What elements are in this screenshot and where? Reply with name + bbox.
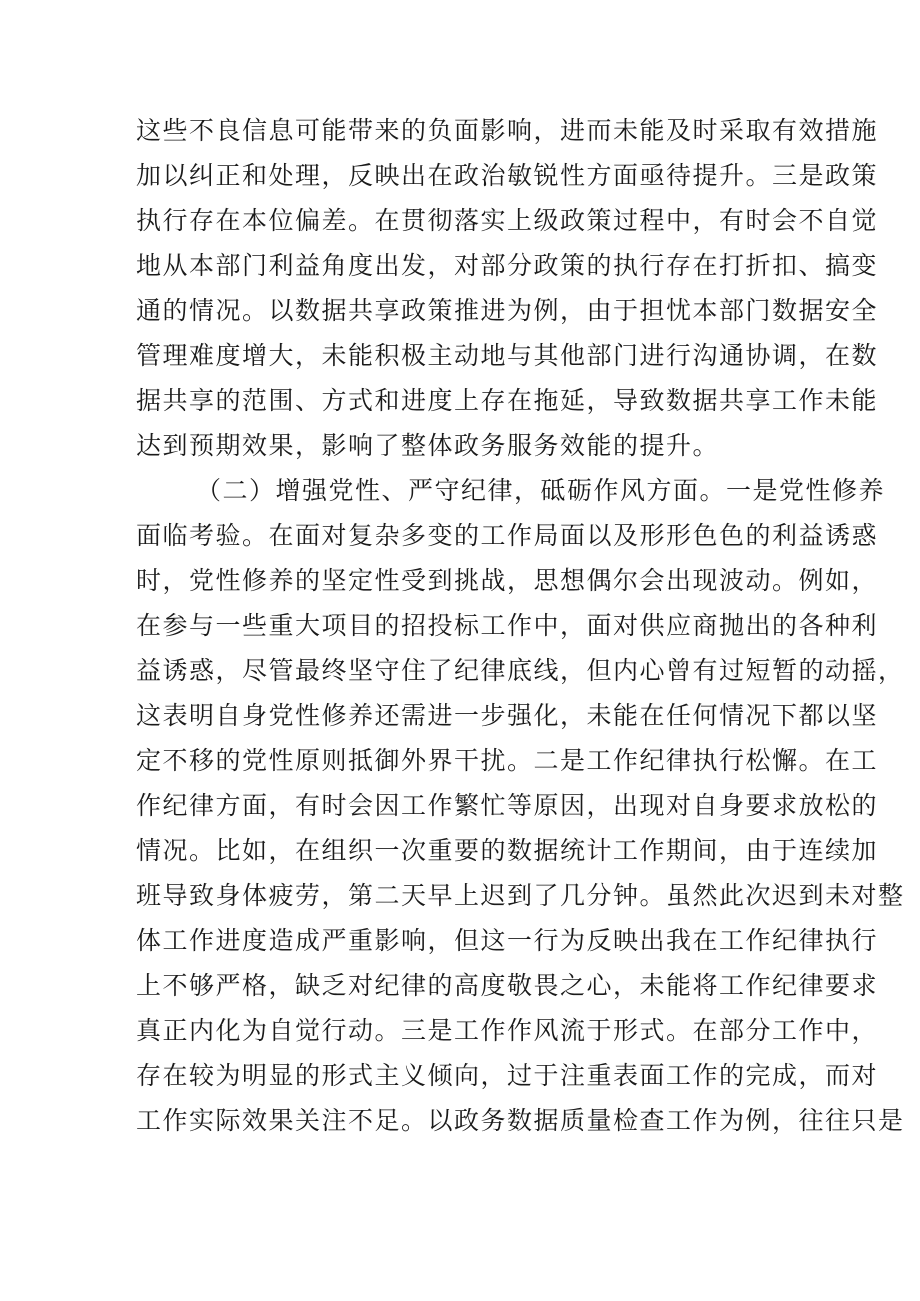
text-line: 执行存在本位偏差。在贯彻落实上级政策过程中，有时会不自觉: [136, 206, 879, 235]
text-line: 班导致身体疲劳，第二天早上迟到了几分钟。虽然此次迟到未对整: [136, 881, 905, 910]
paragraph-end-line: 达到预期效果，影响了整体政务服务效能的提升。: [136, 431, 720, 460]
text-line: 在参与一些重大项目的招投标工作中，面对供应商抛出的各种利: [136, 611, 879, 640]
text-line: 体工作进度造成严重影响，但这一行为反映出我在工作纪律执行: [136, 926, 879, 955]
text-line: 这表明自身党性修养还需进一步强化，未能在任何情况下都以坚: [136, 701, 879, 730]
text-line: 情况。比如，在组织一次重要的数据统计工作期间，由于连续加: [136, 836, 879, 865]
text-line: 作纪律方面，有时会因工作繁忙等原因，出现对自身要求放松的: [136, 791, 879, 820]
text-line: 据共享的范围、方式和进度上存在拖延，导致数据共享工作未能: [136, 386, 879, 415]
document-body: [136, 108, 905, 1143]
text-line: 加以纠正和处理，反映出在政治敏锐性方面亟待提升。三是政策: [136, 161, 879, 190]
text-line: 通的情况。以数据共享政策推进为例，由于担忧本部门数据安全: [136, 296, 879, 325]
text-line: 地从本部门利益角度出发，对部分政策的执行存在打折扣、搞变: [136, 251, 879, 280]
text-line: 真正内化为自觉行动。三是工作作风流于形式。在部分工作中，: [136, 1016, 879, 1045]
text-line: 面临考验。在面对复杂多变的工作局面以及形形色色的利益诱惑: [136, 521, 879, 550]
text-line: 上不够严格，缺乏对纪律的高度敬畏之心，未能将工作纪律要求: [136, 971, 879, 1000]
section-heading-line: （二）增强党性、严守纪律，砥砺作风方面。一是党性修养: [196, 476, 886, 505]
text-line: 存在较为明显的形式主义倾向，过于注重表面工作的完成，而对: [136, 1061, 879, 1090]
text-line: 益诱惑，尽管最终坚守住了纪律底线，但内心曾有过短暂的动摇，: [136, 656, 905, 685]
text-line: 时，党性修养的坚定性受到挑战，思想偶尔会出现波动。例如，: [136, 566, 879, 595]
text-line: 管理难度增大，未能积极主动地与其他部门进行沟通协调，在数: [136, 341, 879, 370]
text-line: 定不移的党性原则抵御外界干扰。二是工作纪律执行松懈。在工: [136, 746, 879, 775]
text-line: 这些不良信息可能带来的负面影响，进而未能及时采取有效措施: [136, 116, 879, 145]
text-line: 工作实际效果关注不足。以政务数据质量检查工作为例，往往只是: [136, 1106, 905, 1135]
